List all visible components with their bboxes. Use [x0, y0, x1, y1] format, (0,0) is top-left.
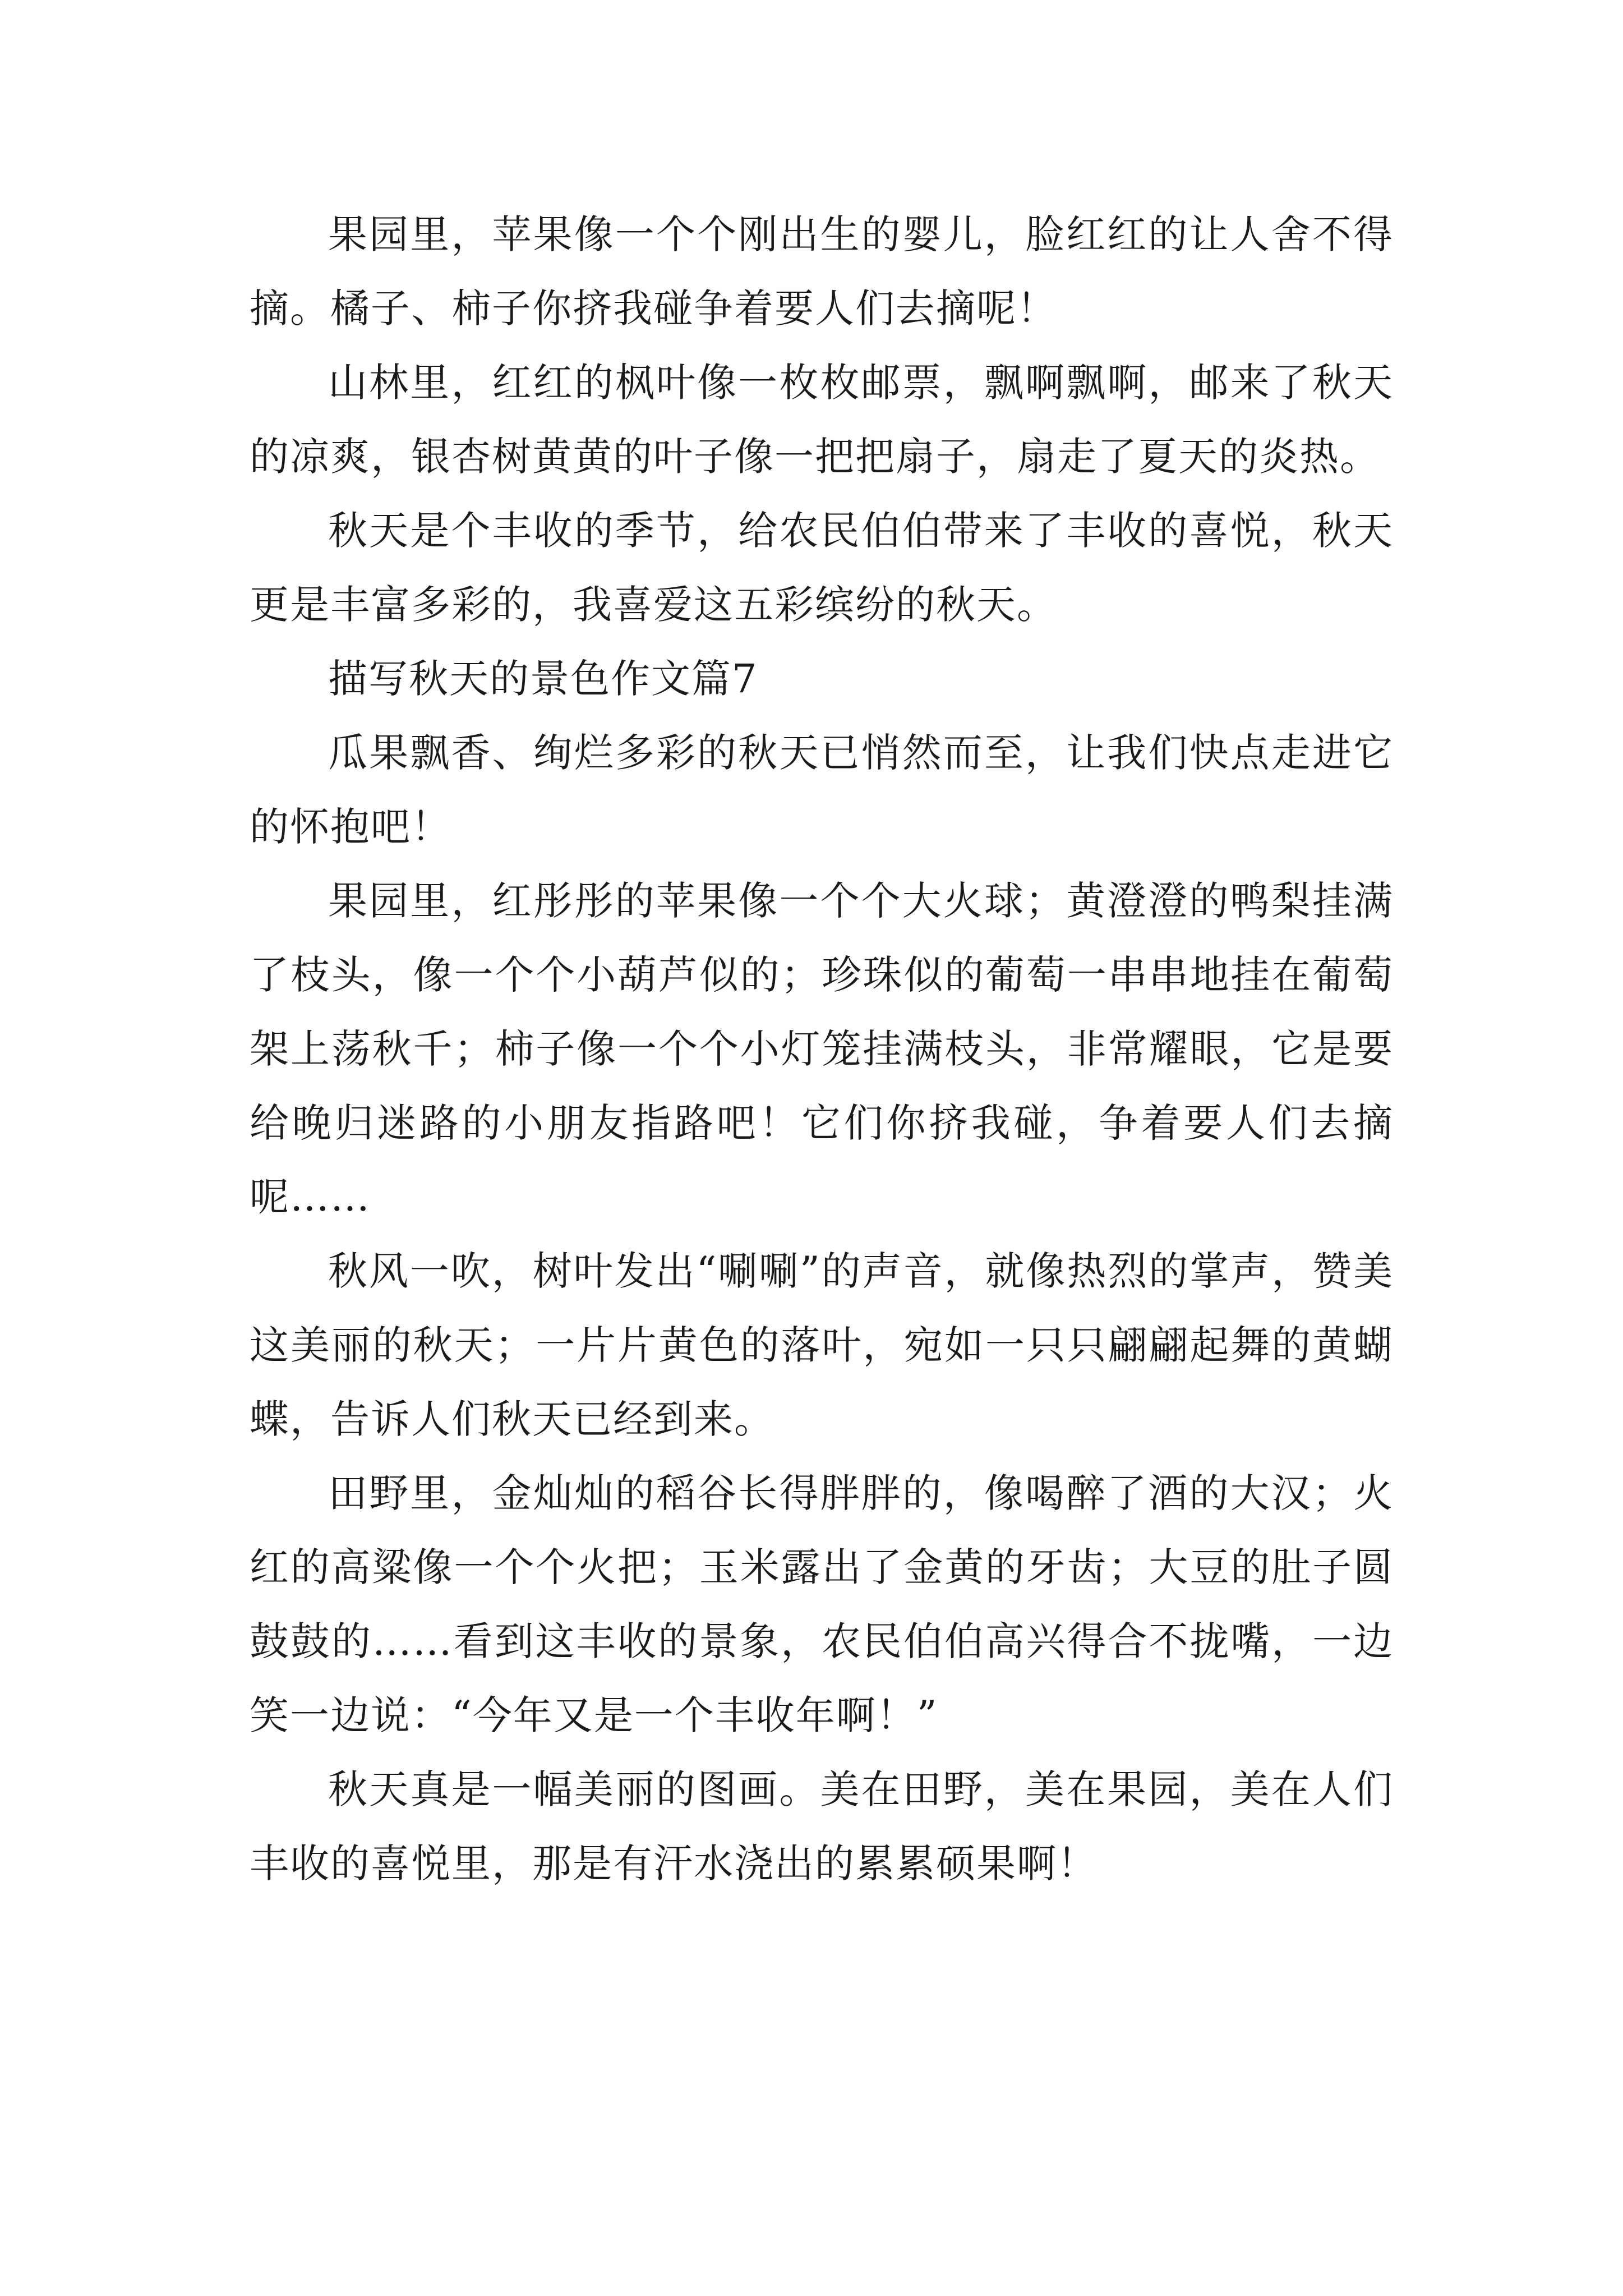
- paragraph-mountain-forest: 山林里，红红的枫叶像一枚枚邮票，飘啊飘啊，邮来了秋天的凉爽，银杏树黄黄的叶子像一把把扇子，扇走了夏天的炎热。: [250, 360, 1394, 480]
- paragraph-harvest-season: 秋天是个丰收的季节，给农民伯伯带来了丰收的喜悦，秋天更是丰富多彩的，我喜爱这五彩缤纷的秋天。: [250, 508, 1394, 628]
- section-heading: 描写秋天的景色作文篇7: [328, 656, 758, 702]
- paragraph-orchard-fruits: 果园里，红彤彤的苹果像一个个大火球；黄澄澄的鸭梨挂满了枝头，像一个个小葫芦似的；珍珠似的葡萄一串串地挂在葡萄架上荡秋千；柿子像一个个小灯笼挂满枝头，非常耀眼，它是要给晚归迷路的小朋友指路吧！它们你挤我碰，争着要人们去摘呢……: [250, 878, 1394, 1220]
- paragraph-intro: 瓜果飘香、绚烂多彩的秋天已悄然而至，让我们快点走进它的怀抱吧！: [250, 730, 1394, 850]
- paragraph-orchard-apples: 果园里，苹果像一个个刚出生的婴儿，脸红红的让人舍不得摘。橘子、柿子你挤我碰争着要人们去摘呢！: [250, 211, 1394, 332]
- paragraph-fields: 田野里，金灿灿的稻谷长得胖胖的，像喝醉了酒的大汉；火红的高粱像一个个火把；玉米露出了金黄的牙齿；大豆的肚子圆鼓鼓的……看到这丰收的景象，农民伯伯高兴得合不拢嘴，一边笑一边说：“今年又是一个丰收年啊！”: [250, 1470, 1394, 1738]
- document-body: [250, 197, 1394, 1901]
- paragraph-autumn-wind: 秋风一吹，树叶发出“唰唰”的声音，就像热烈的掌声，赞美这美丽的秋天；一片片黄色的落叶，宛如一只只翩翩起舞的黄蝴蝶，告诉人们秋天已经到来。: [250, 1248, 1394, 1442]
- paragraph-conclusion: 秋天真是一幅美丽的图画。美在田野，美在果园，美在人们丰收的喜悦里，那是有汗水浇出的累累硕果啊！: [250, 1766, 1394, 1887]
